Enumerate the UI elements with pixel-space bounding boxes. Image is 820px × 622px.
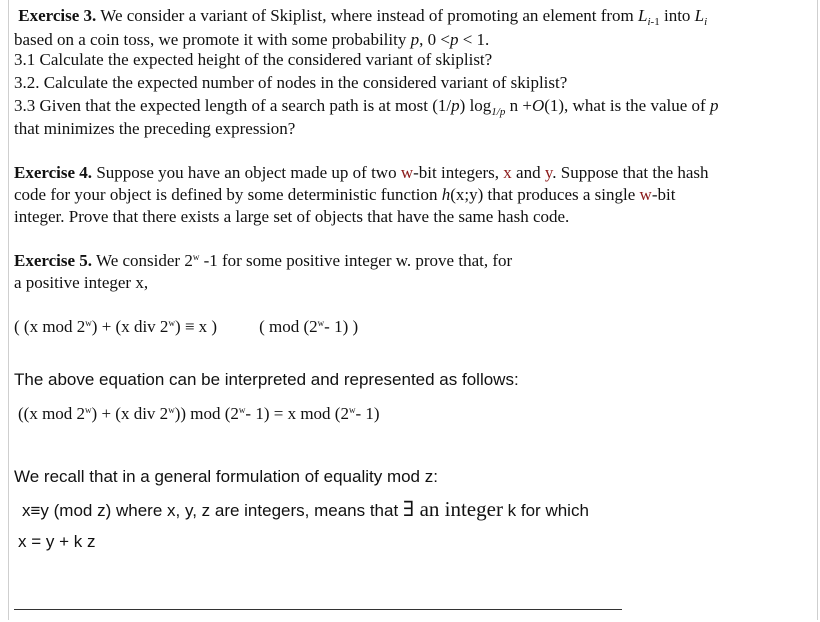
exists-symbol: ∃ bbox=[402, 497, 415, 521]
ex4-line-3: integer. Prove that there exists a large set of objects that have the same hash code. bbox=[14, 207, 570, 226]
ex5-equation: ( (x mod $2^w) + (x$ div $2^w) \equiv x$ ) ( mod (2$^w$- 1) ) bbox=[14, 317, 359, 336]
recall-formula: x = y + k z bbox=[18, 532, 96, 551]
ex4-line-2: code for your object is defined by some deterministic function h(x;y) that produces a single w-bit bbox=[14, 185, 676, 204]
ex5-line-2: a positive integer x, bbox=[14, 273, 149, 292]
ex3-question-2: 3.2. Calculate the expected number of nodes in the considered variant of skiplist? bbox=[14, 73, 568, 92]
ex3-line-2: based on a coin toss, we promote it with some probability p, 0 <p < 1. bbox=[14, 30, 490, 49]
ex3-question-1: 3.1 Calculate the expected height of the considered variant of skiplist? bbox=[14, 50, 493, 69]
recall-definition: x≡y (mod z) where x, y, z are integers, means that ∃ an integer k for which bbox=[22, 497, 589, 521]
ex3-question-3-cont: that minimizes the preceding expression? bbox=[14, 119, 296, 138]
ex3-line-1: Exercise 3. We consider a variant of Skiplist, where instead of promoting an element from $L_{i-1}$ into $L_i$ bbox=[18, 6, 708, 28]
ex3-question-3: 3.3 Given that the expected length of a search path is at most (1/p) $\log_{1/p} n +O(1)$, what is the value of p bbox=[14, 96, 719, 118]
document-frame bbox=[8, 0, 818, 620]
recall-text: We recall that in a general formulation of equality mod z: bbox=[14, 467, 438, 486]
ex3-label: Exercise 3. bbox=[18, 6, 97, 25]
interpretation-text: The above equation can be interpreted and represented as follows: bbox=[14, 370, 519, 389]
ex4-label: Exercise 4. bbox=[14, 163, 93, 182]
interpretation-equation: ((x mod $2^w) + (x$ div 2$^w$)) mod (2$^w$- 1) = x mod (2$^w$- 1) bbox=[18, 404, 380, 423]
ex5-label: Exercise 5. bbox=[14, 251, 93, 270]
ex4-line-1: Exercise 4. Suppose you have an object made up of two w-bit integers, x and y. Suppose that the hash bbox=[14, 163, 709, 182]
answer-line bbox=[14, 609, 622, 610]
ex5-line-1: Exercise 5. We consider 2$^w$ -1 for some positive integer w. prove that, for bbox=[14, 251, 513, 270]
